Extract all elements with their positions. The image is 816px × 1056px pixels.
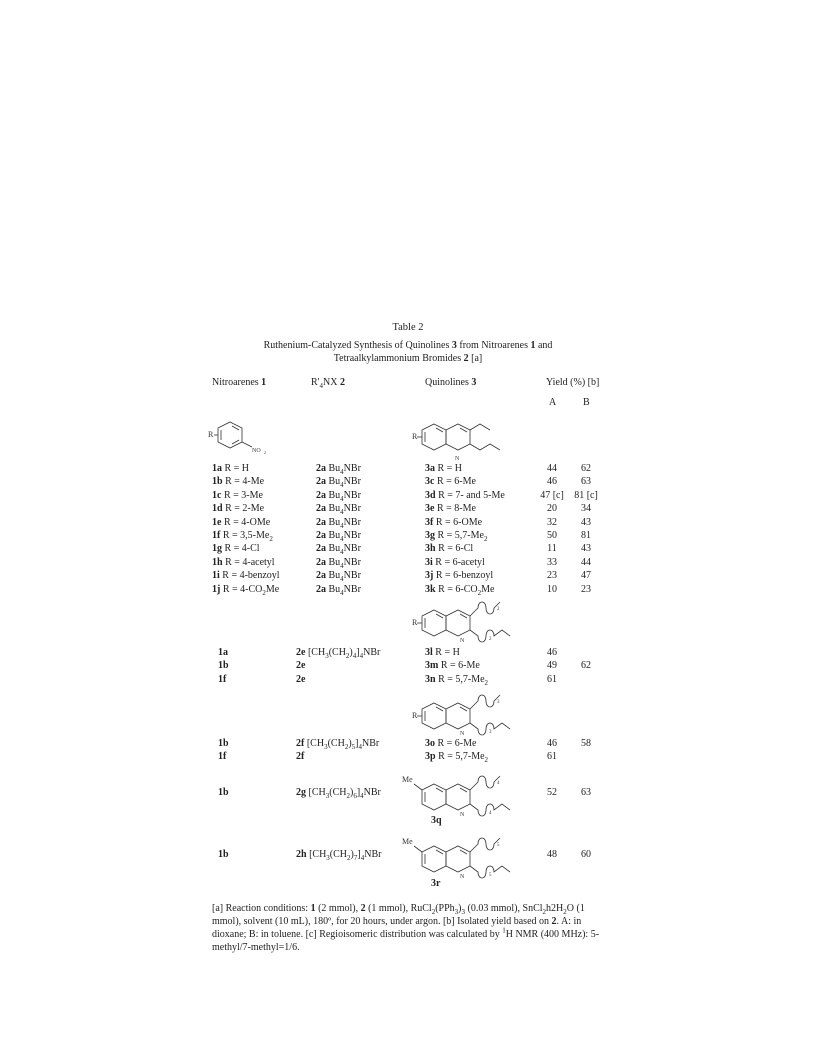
header-nitroarenes: Nitroarenes 1 bbox=[212, 377, 267, 388]
table-caption-line-1: Ruthenium-Catalyzed Synthesis of Quinolines 3 from Nitroarenes 1 and bbox=[263, 340, 553, 351]
table-row-nitroarene: 1i R = 4-benzoyl bbox=[212, 570, 280, 582]
header-reagent: $R'_4NX$ 2 bbox=[311, 377, 345, 390]
svg-text:3: 3 bbox=[489, 730, 492, 735]
table-footnote: [a] Reaction conditions: 1 (2 mmol), 2 (1 mmol), $RuCl_2(PPh_3)_3$ (0.03 mmol), $SnCl_2h2H_2O$ (1 mmol), solvent (10 mL), 180º, for 20 hours, under argon. [b] Isolated yield based on 2. A: in dioxane; B: in toluene. [c] Regioisomeric distribution was calculated by $^1$H NMR (400 MHz): 5-methyl/7-methyl=1/6. bbox=[212, 903, 600, 953]
row4-yield-a: 52 bbox=[547, 787, 557, 798]
table-row-yield-b: 62 bbox=[581, 463, 591, 474]
table-row-yield-b: 43 bbox=[581, 543, 591, 555]
svg-text:N: N bbox=[460, 731, 465, 737]
quinoline-structure-3 bbox=[410, 689, 530, 737]
table-row-yield-b: 43 bbox=[581, 516, 591, 528]
table-row-reagent: 2a $Bu_4NBr$ bbox=[316, 543, 361, 557]
row4-nitroarene: 1b bbox=[218, 787, 229, 798]
svg-text:R: R bbox=[412, 432, 418, 441]
table-row-yield-a: 10 bbox=[547, 583, 557, 595]
table-row-quinoline: 3l R = H bbox=[425, 647, 460, 658]
table-row-yield-b: 47 bbox=[581, 570, 591, 582]
svg-text:3: 3 bbox=[497, 700, 500, 705]
quinoline-structure-2 bbox=[410, 596, 530, 644]
svg-text:N: N bbox=[460, 874, 465, 880]
table-row-quinoline: 3h R = 6-Cl bbox=[425, 543, 474, 555]
table-row-reagent: 2e bbox=[296, 673, 306, 685]
table-row-quinoline: 3k $R = 6-CO_2Me$ bbox=[425, 583, 495, 597]
quinoline-structure-1 bbox=[410, 418, 520, 462]
table-row-reagent: 2a $Bu_4NBr$ bbox=[316, 503, 361, 517]
table-caption-line-2: Tetraalkylammonium Bromides 2 [a] bbox=[333, 353, 483, 364]
table-row-nitroarene: 1a bbox=[218, 647, 228, 658]
table-row-nitroarene: 1b R = 4-Me bbox=[212, 476, 265, 488]
table-row-yield-a: 49 bbox=[547, 660, 557, 672]
svg-text:N: N bbox=[460, 812, 465, 818]
table-row-quinoline: 3e R = 8-Me bbox=[425, 503, 476, 515]
svg-text:NO: NO bbox=[252, 448, 261, 454]
svg-text:5: 5 bbox=[489, 873, 492, 878]
table-row-yield-a: 50 bbox=[547, 530, 557, 541]
svg-text:N: N bbox=[460, 638, 465, 644]
table-row-yield-b: 63 bbox=[581, 476, 591, 488]
table-row-quinoline: 3j R = 6-benzoyl bbox=[425, 570, 494, 582]
quinoline-structure-3q bbox=[400, 770, 530, 818]
svg-text:Me: Me bbox=[402, 837, 413, 846]
table-row-yield-a: 46 bbox=[547, 738, 557, 749]
table-row-nitroarene: 1b bbox=[218, 660, 229, 672]
table-row-yield-b: 81 bbox=[581, 530, 591, 541]
table-row-yield-a: 47 [c] bbox=[540, 489, 564, 501]
row5-yield-b: 60 bbox=[581, 849, 591, 860]
table-title: Table 2 bbox=[392, 322, 424, 333]
quinoline-structure-3r bbox=[400, 832, 530, 880]
table-row-yield-b: 44 bbox=[581, 556, 591, 568]
table-row-yield-a: 11 bbox=[547, 543, 557, 555]
table-row-reagent: 2a $Bu_4NBr$ bbox=[316, 516, 361, 530]
table-row-quinoline: 3c R = 6-Me bbox=[425, 476, 476, 488]
table-row-quinoline: 3m R = 6-Me bbox=[425, 660, 480, 672]
svg-text:4: 4 bbox=[497, 781, 500, 786]
table-row-reagent: 2a $Bu_4NBr$ bbox=[316, 556, 361, 570]
row5-nitroarene: 1b bbox=[218, 849, 229, 860]
table-row-yield-b: 81 [c] bbox=[574, 489, 598, 501]
table-row-nitroarene: 1g R = 4-Cl bbox=[212, 543, 260, 555]
table-row-nitroarene: 1f bbox=[218, 673, 227, 685]
svg-text:2: 2 bbox=[264, 450, 266, 455]
table-row-quinoline: 3d R = 7- and 5-Me bbox=[425, 489, 505, 501]
row5-reagent: 2h $[CH_3(CH_2)_7]_4NBr$ bbox=[296, 849, 382, 862]
table-row-yield-b: 58 bbox=[581, 738, 591, 749]
svg-text:R: R bbox=[412, 618, 418, 627]
table-row-nitroarene: 1c R = 3-Me bbox=[212, 489, 263, 501]
table-row-reagent: 2a $Bu_4NBr$ bbox=[316, 570, 361, 584]
table-row-yield-a: 46 bbox=[547, 647, 557, 658]
table-row-nitroarene: 1a R = H bbox=[212, 463, 250, 474]
table-row-nitroarene: 1f bbox=[218, 751, 227, 763]
table-row-nitroarene: 1e R = 4-OMe bbox=[212, 516, 271, 528]
table-row-reagent: 2a $Bu_4NBr$ bbox=[316, 476, 361, 490]
table-row-yield-a: 46 bbox=[547, 476, 557, 488]
table-row-quinoline: 3g $R = 5,7-Me_2$ bbox=[425, 530, 488, 543]
header-col-a: A bbox=[549, 397, 557, 408]
table-row-yield-a: 61 bbox=[547, 673, 557, 685]
nitroarene-structure bbox=[208, 418, 278, 458]
compound-3r-label: 3r bbox=[431, 878, 441, 889]
table-row-quinoline: 3i R = 6-acetyl bbox=[425, 556, 485, 568]
table-row-reagent: 2a $Bu_4NBr$ bbox=[316, 463, 361, 476]
table-row-reagent: 2a $Bu_4NBr$ bbox=[316, 583, 361, 597]
table-row-yield-a: 61 bbox=[547, 751, 557, 763]
header-quinolines: Quinolines 3 bbox=[425, 377, 477, 388]
row5-yield-a: 48 bbox=[547, 849, 557, 860]
table-row-quinoline: 3f R = 6-OMe bbox=[425, 516, 483, 528]
table-row-yield-a: 44 bbox=[547, 463, 557, 474]
svg-text:4: 4 bbox=[489, 811, 492, 816]
header-col-b: B bbox=[583, 397, 590, 408]
table-row-nitroarene: 1f $R = 3,5-Me_2$ bbox=[212, 530, 273, 543]
table-row-reagent: 2a $Bu_4NBr$ bbox=[316, 530, 361, 543]
table-row-nitroarene: 1h R = 4-acetyl bbox=[212, 556, 275, 568]
svg-text:2: 2 bbox=[497, 607, 500, 612]
table-row-quinoline: 3o R = 6-Me bbox=[425, 738, 477, 749]
table-row-reagent: 2e $[CH_3(CH_2)_4]_4NBr$ bbox=[296, 647, 381, 660]
table-row-yield-b: 23 bbox=[581, 583, 591, 595]
table-row-quinoline: 3a R = H bbox=[425, 463, 463, 474]
row4-yield-b: 63 bbox=[581, 787, 591, 798]
svg-text:N: N bbox=[455, 456, 460, 462]
table-row-nitroarene: 1d R = 2-Me bbox=[212, 503, 265, 515]
row4-reagent: 2g $[CH_3(CH_2)_6]_4NBr$ bbox=[296, 787, 381, 800]
table-row-quinoline: 3p $R = 5,7-Me_2$ bbox=[425, 751, 489, 765]
table-row-yield-b: 34 bbox=[581, 503, 591, 515]
table-row-nitroarene: 1j $R = 4-CO_2Me$ bbox=[212, 583, 280, 597]
r-label: R bbox=[208, 430, 214, 439]
table-row-yield-a: 33 bbox=[547, 556, 557, 568]
table-row-reagent: 2f $[CH_3(CH_2)_5]_4NBr$ bbox=[296, 738, 380, 751]
table-row-nitroarene: 1b bbox=[218, 738, 229, 749]
svg-text:R: R bbox=[412, 711, 418, 720]
table-row-quinoline: 3n $R = 5,7-Me_2$ bbox=[425, 673, 489, 687]
table-row-reagent: 2a $Bu_4NBr$ bbox=[316, 489, 361, 503]
table-row-yield-a: 20 bbox=[547, 503, 557, 515]
table-row-yield-a: 23 bbox=[547, 570, 557, 582]
svg-text:5: 5 bbox=[497, 843, 500, 848]
table-row-reagent: 2f bbox=[296, 751, 305, 763]
table-row-yield-a: 32 bbox=[547, 516, 557, 528]
table-row-yield-b: 62 bbox=[581, 660, 591, 672]
compound-3q-label: 3q bbox=[431, 815, 442, 826]
table-row-reagent: 2e bbox=[296, 660, 306, 672]
svg-text:2: 2 bbox=[489, 637, 492, 642]
header-yield: Yield (%) [b] bbox=[546, 377, 600, 388]
svg-text:Me: Me bbox=[402, 775, 413, 784]
